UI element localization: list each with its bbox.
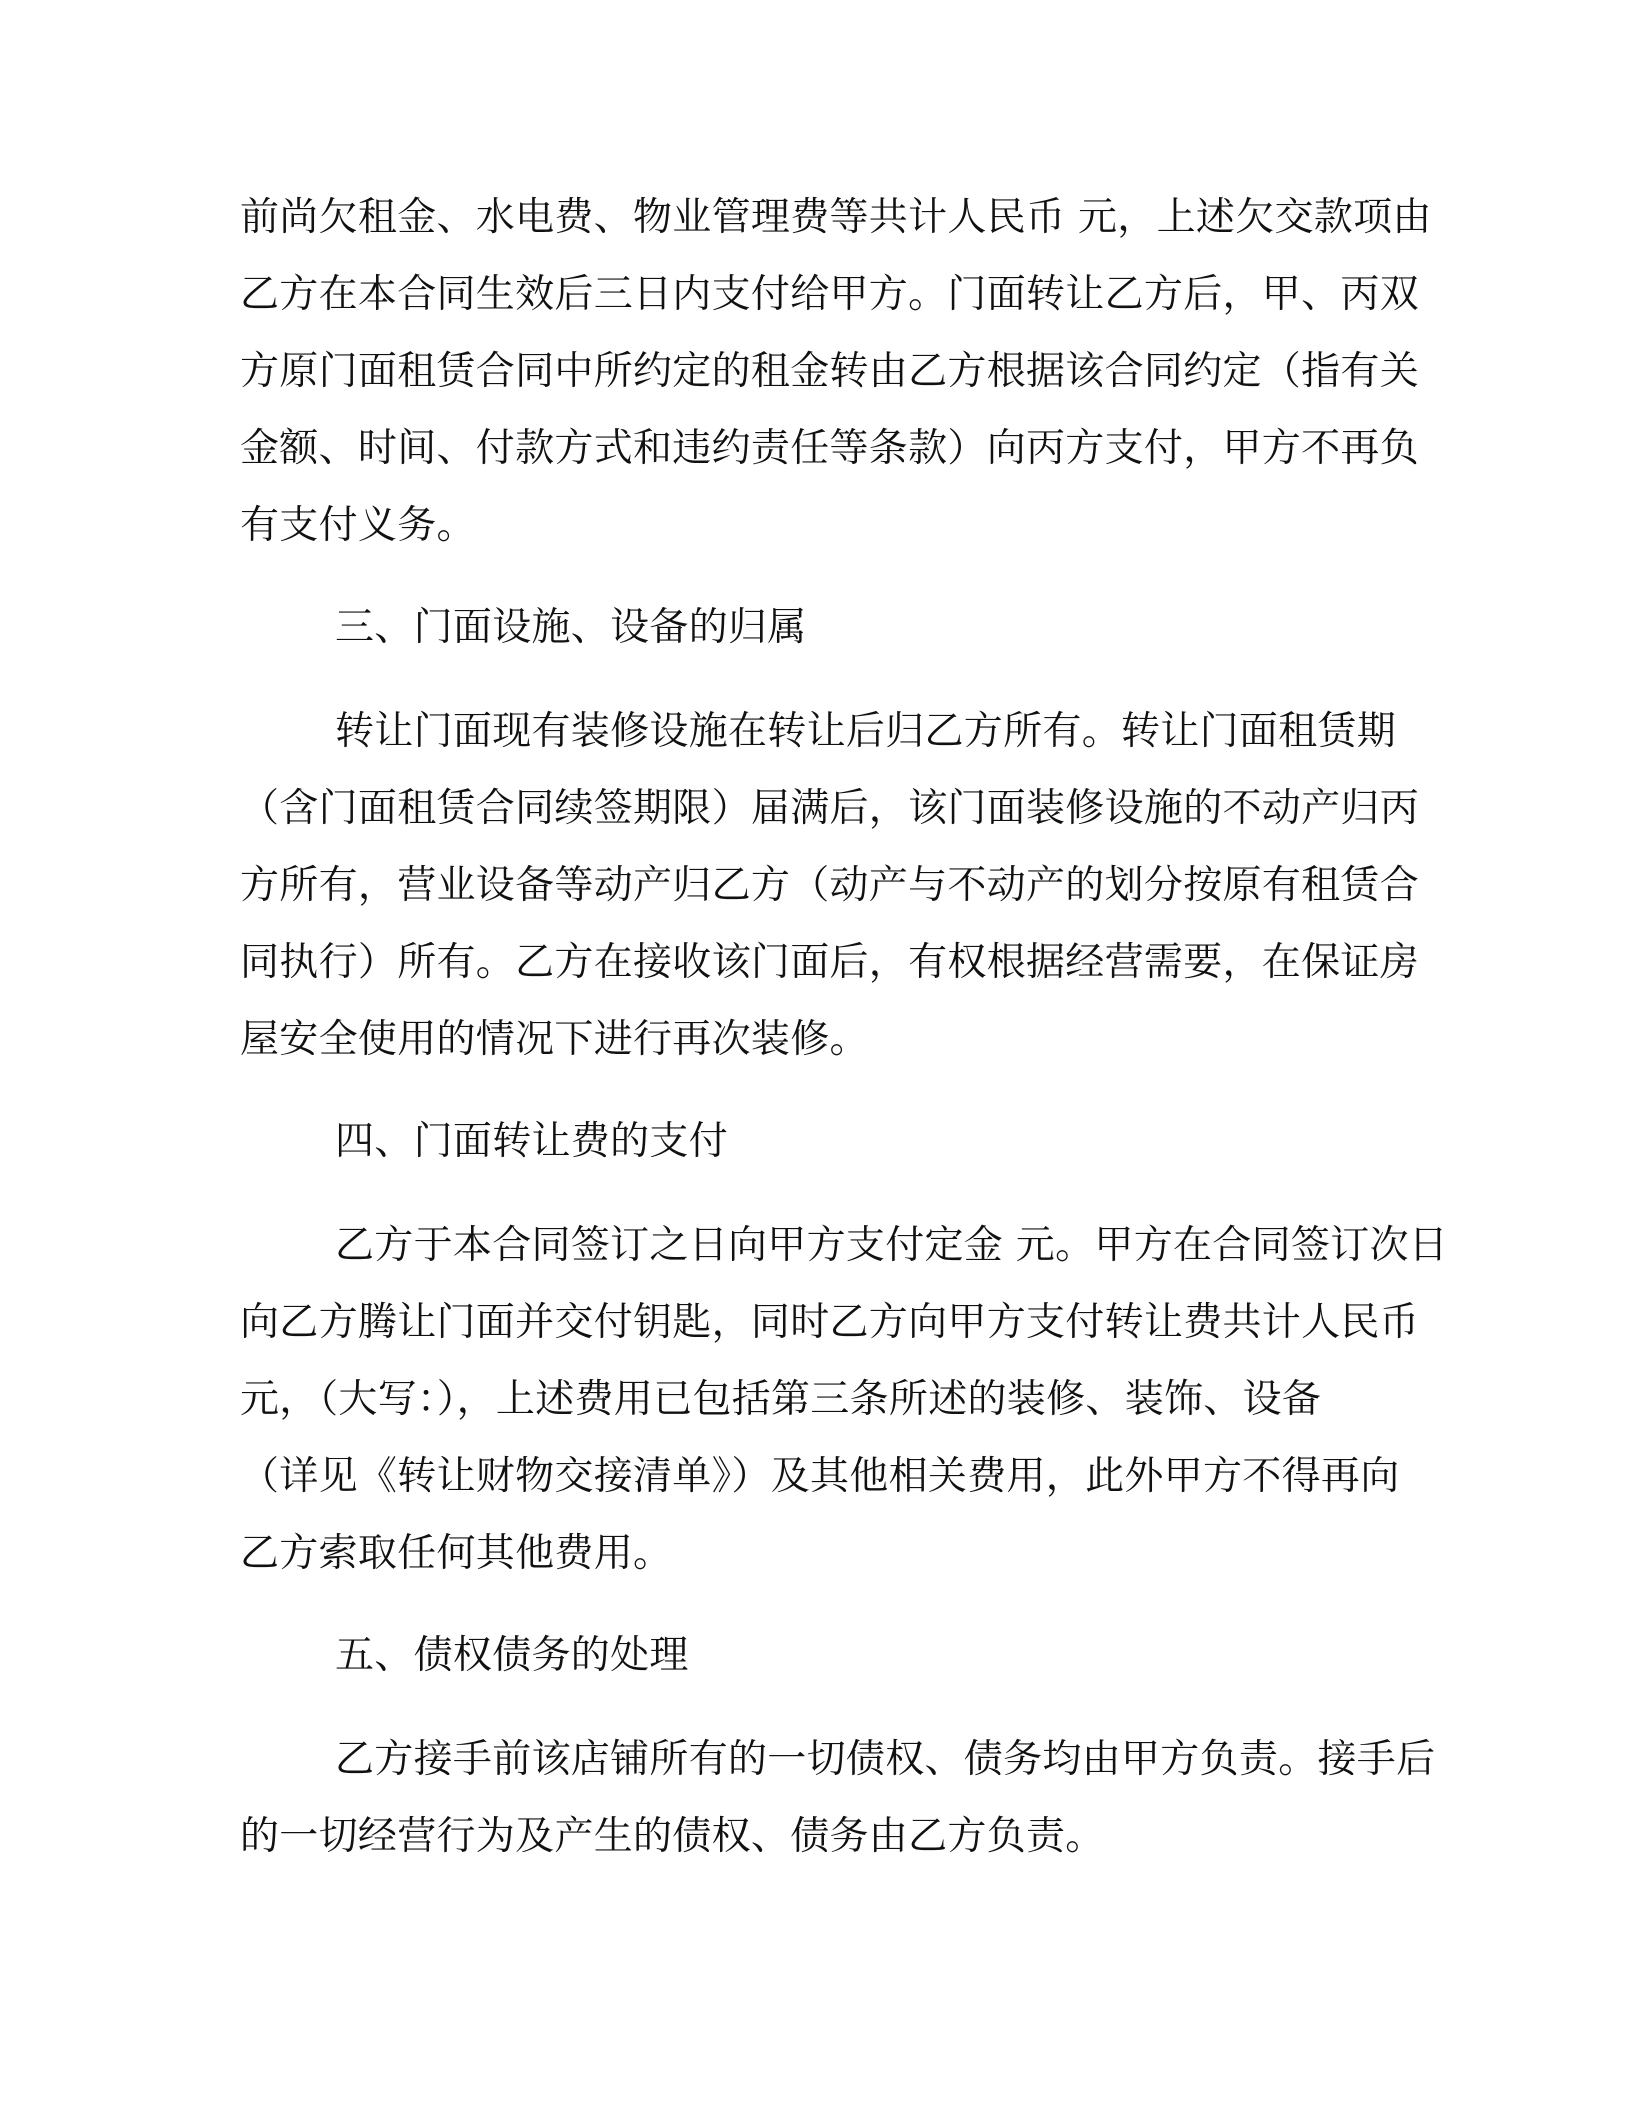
paragraph-line: 乙方接手前该店铺所有的一切债权、债务均由甲方负责。接手后 xyxy=(335,1737,1436,1782)
paragraph-line: 元，（大写：），上述费用已包括第三条所述的装修、装饰、设备 xyxy=(240,1377,1322,1422)
paragraph-line: 方原门面租赁合同中所约定的租金转由乙方根据该合同约定（指有关 xyxy=(240,349,1420,394)
paragraph-line: 转让门面现有装修设施在转让后归乙方所有。转让门面租赁期 xyxy=(335,709,1397,754)
paragraph-line: 乙方于本合同签订之日向甲方支付定金 元。甲方在合同签订次日 xyxy=(335,1223,1449,1268)
paragraph-line: 向乙方腾让门面并交付钥匙，同时乙方向甲方支付转让费共计人民币 xyxy=(240,1300,1420,1345)
paragraph-line: （详见《转让财物交接清单》）及其他相关费用，此外甲方不得再向 xyxy=(240,1454,1400,1499)
paragraph-line: 金额、时间、付款方式和违约责任等条款）向丙方支付，甲方不再负 xyxy=(240,426,1420,471)
section-heading: 五、债权债务的处理 xyxy=(335,1633,689,1678)
paragraph-line: 有支付义务。 xyxy=(240,503,476,548)
paragraph-line: 方所有，营业设备等动产归乙方（动产与不动产的划分按原有租赁合 xyxy=(240,863,1420,908)
section-heading: 四、门面转让费的支付 xyxy=(335,1119,729,1164)
paragraph-line: 同执行）所有。乙方在接收该门面后，有权根据经营需要，在保证房 xyxy=(240,940,1420,985)
paragraph-line: 前尚欠租金、水电费、物业管理费等共计人民币 元，上述欠交款项由 xyxy=(240,195,1432,240)
paragraph-line: 乙方在本合同生效后三日内支付给甲方。门面转让乙方后，甲、丙双 xyxy=(240,272,1420,317)
paragraph-line: 屋安全使用的情况下进行再次装修。 xyxy=(240,1017,869,1062)
paragraph-line: 的一切经营行为及产生的债权、债务由乙方负责。 xyxy=(240,1814,1105,1859)
section-heading: 三、门面设施、设备的归属 xyxy=(335,605,807,650)
paragraph-line: 乙方索取任何其他费用。 xyxy=(240,1531,673,1576)
paragraph-line: （含门面租赁合同续签期限）届满后，该门面装修设施的不动产归丙 xyxy=(240,786,1420,831)
